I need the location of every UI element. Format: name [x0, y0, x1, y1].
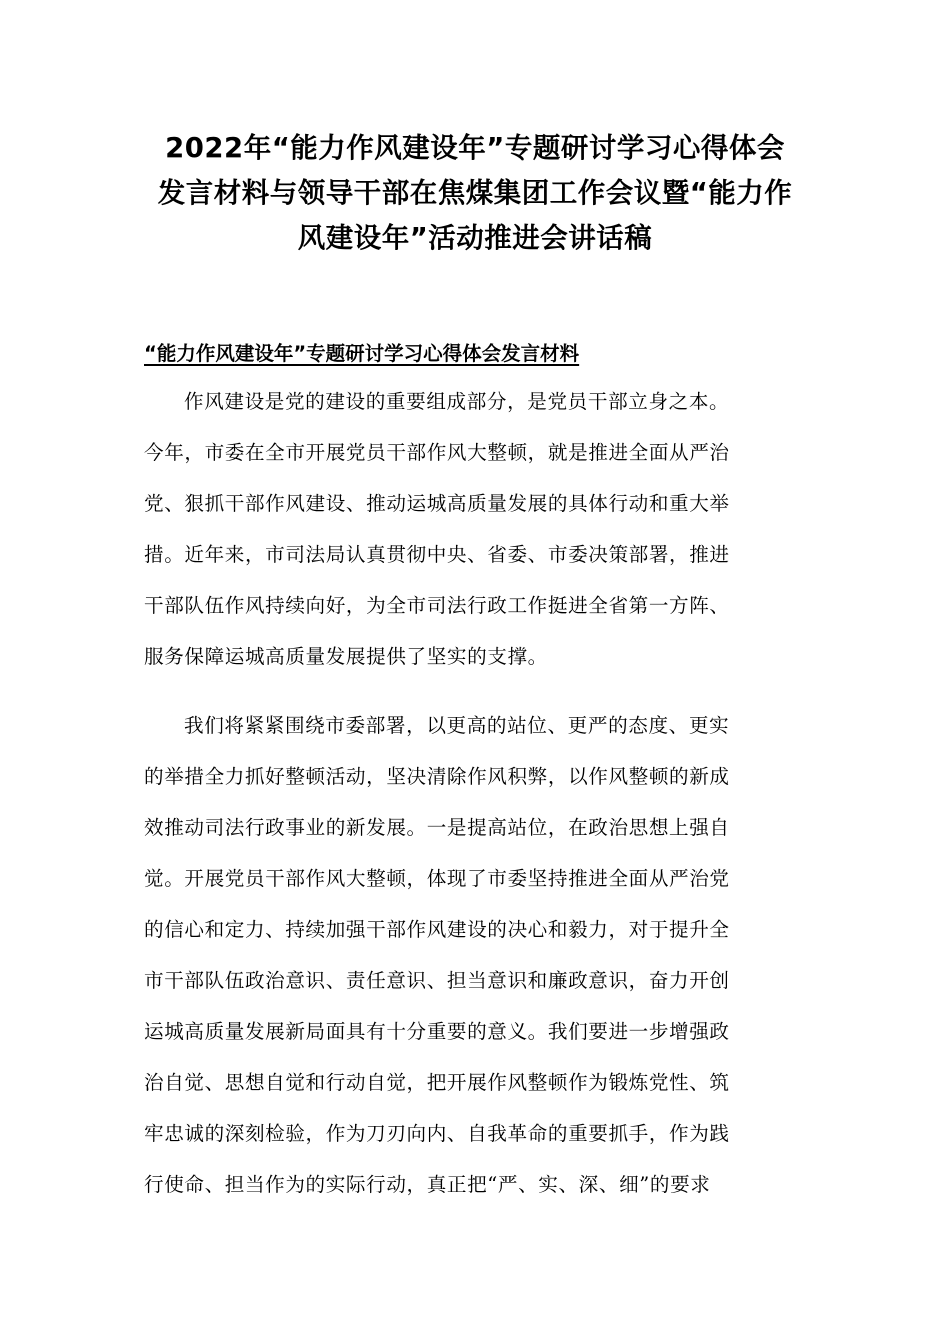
paragraph-line: 措。近年来，市司法局认真贯彻中央、省委、市委决策部署，推进 — [144, 543, 730, 566]
paragraph-line: 市干部队伍政治意识、责任意识、担当意识和廉政意识，奋力开创 — [144, 969, 730, 992]
paragraph-line: 治自觉、思想自觉和行动自觉，把开展作风整顿作为锻炼党性、筑 — [144, 1071, 730, 1094]
paragraph-1 — [144, 376, 804, 682]
paragraph-line: 行使命、担当作为的实际行动，真正把“严、实、深、细”的要求 — [144, 1173, 711, 1196]
title-line-3: 风建设年”活动推进会讲话稿 — [297, 222, 653, 254]
document-title — [140, 126, 810, 261]
paragraph-line: 效推动司法行政事业的新发展。一是提高站位，在政治思想上强自 — [144, 816, 730, 839]
paragraph-line: 的信心和定力、持续加强干部作风建设的决心和毅力，对于提升全 — [144, 918, 730, 941]
paragraph-line: 牢忠诚的深刻检验，作为刀刃向内、自我革命的重要抓手，作为践 — [144, 1122, 730, 1145]
paragraph-line: 的举措全力抓好整顿活动，坚决清除作风积弊，以作风整顿的新成 — [144, 765, 730, 788]
paragraph-line: 今年，市委在全市开展党员干部作风大整顿，就是推进全面从严治 — [144, 441, 730, 464]
paragraph-line: 觉。开展党员干部作风大整顿，体现了市委坚持推进全面从严治党 — [144, 867, 730, 890]
paragraph-line: 作风建设是党的建设的重要组成部分，是党员干部立身之本。 — [184, 390, 730, 413]
paragraph-line: 服务保障运城高质量发展提供了坚实的支撑。 — [144, 645, 548, 668]
paragraph-line: 运城高质量发展新局面具有十分重要的意义。我们要进一步增强政 — [144, 1020, 730, 1043]
section-heading: “能力作风建设年”专题研讨学习心得体会发言材料 — [144, 342, 580, 365]
paragraph-line: 党、狠抓干部作风建设、推动运城高质量发展的具体行动和重大举 — [144, 492, 730, 515]
paragraph-2 — [144, 700, 804, 1210]
paragraph-line: 干部队伍作风持续向好，为全市司法行政工作挺进全省第一方阵、 — [144, 594, 730, 617]
paragraph-line: 我们将紧紧围绕市委部署，以更高的站位、更严的态度、更实 — [184, 714, 730, 737]
title-line-2: 发言材料与领导干部在焦煤集团工作会议暨“能力作 — [157, 177, 793, 209]
title-line-1: 2022年“能力作风建设年”专题研讨学习心得体会 — [165, 132, 785, 164]
